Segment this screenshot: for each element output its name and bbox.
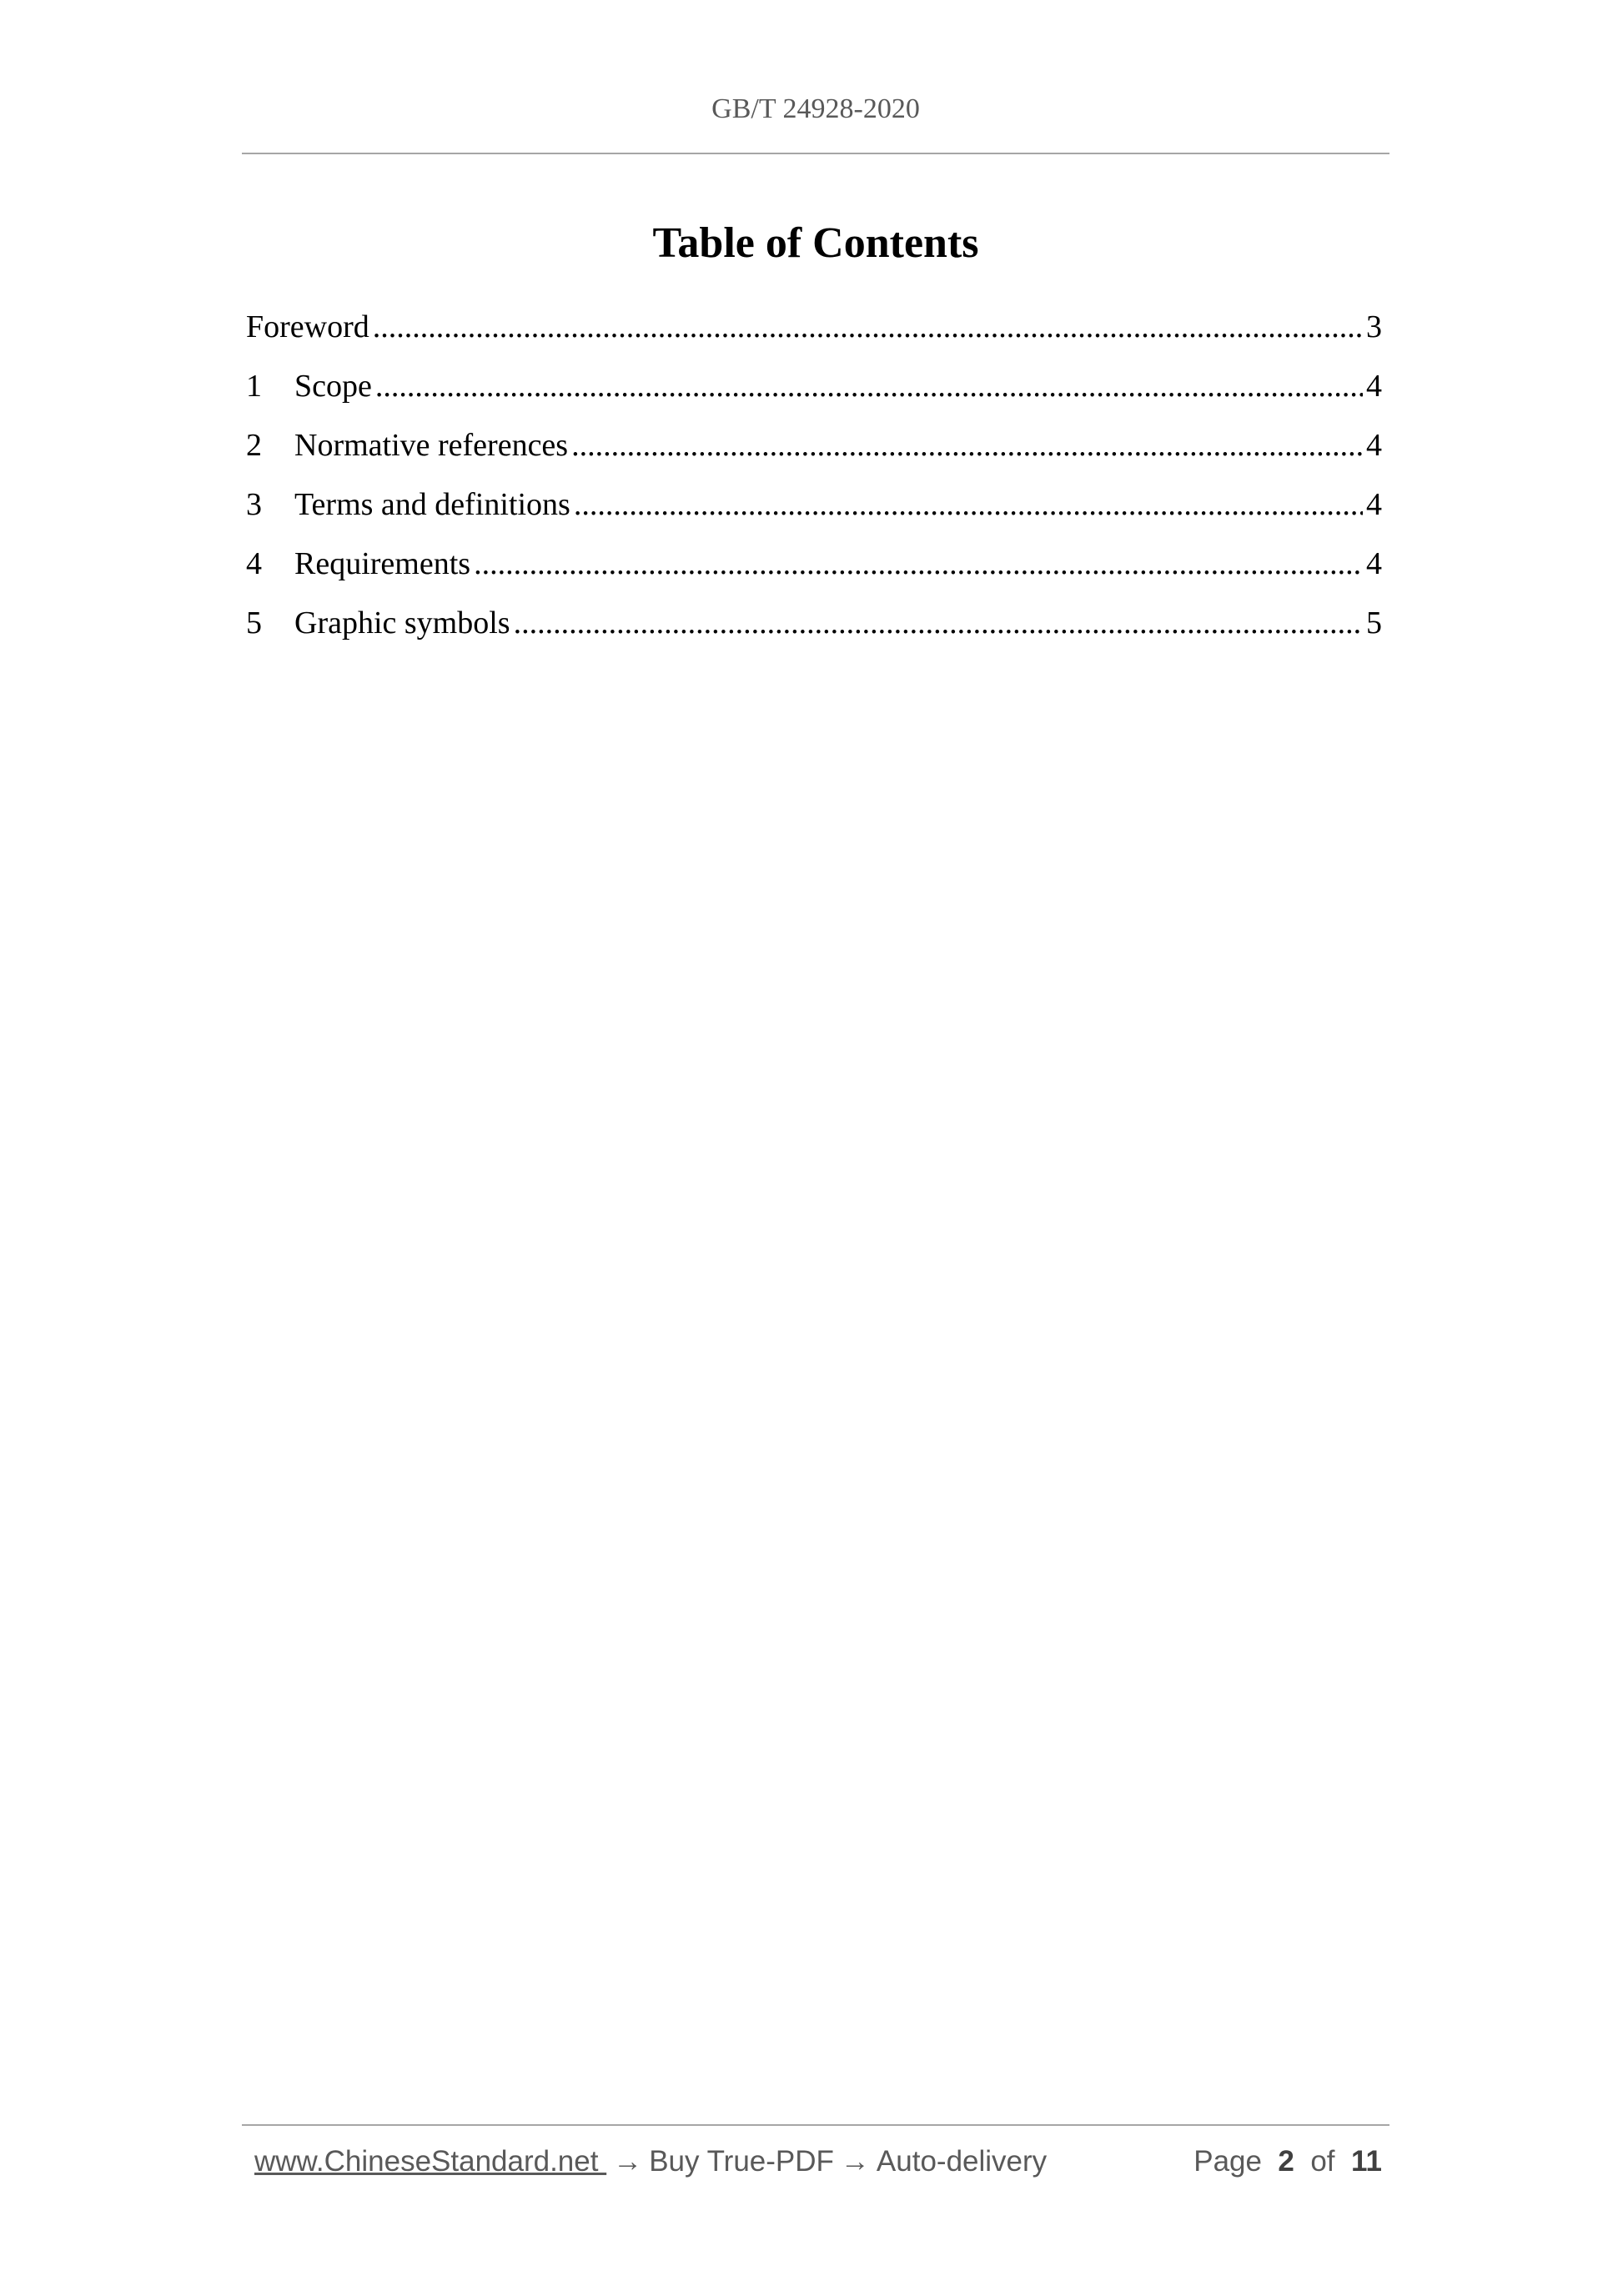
delivery-text: Auto-delivery [876,2145,1048,2178]
buy-text: Buy True-PDF [649,2145,834,2178]
toc-entry-label: Requirements [294,546,471,581]
toc-entry-foreword[interactable] [246,305,1382,364]
toc-entry-requirements[interactable] [246,542,1382,601]
page-indicator [1193,2145,1382,2178]
page-footer [254,2145,1382,2178]
toc-entry-page: 4 [1366,487,1382,522]
toc-entry-page: 3 [1366,309,1382,344]
toc-entry-number: 4 [246,546,262,581]
dot-leader [514,601,1363,645]
toc-entry-number: 2 [246,428,262,463]
running-header: GB/T 24928-2020 [711,93,920,124]
dot-leader [373,305,1363,349]
toc-entry-label: Terms and definitions [294,487,570,522]
toc-entry-label: Foreword [246,309,369,344]
toc-entry-normative-references[interactable] [246,424,1382,483]
footer-rule [242,2124,1389,2126]
toc-entry-page: 4 [1366,546,1382,581]
toc-entry-page: 4 [1366,428,1382,463]
dot-leader [375,364,1363,408]
toc-entry-number: 1 [246,369,262,404]
page-word: Page [1193,2145,1262,2178]
page-current: 2 [1278,2145,1294,2178]
toc-entry-label: Graphic symbols [294,605,510,641]
arrow-right-icon: → [840,2145,870,2178]
toc-entry-terms-and-definitions[interactable] [246,483,1382,542]
footer-promo [254,2145,1047,2178]
dot-leader [574,483,1363,526]
toc-entry-page: 4 [1366,369,1382,404]
table-of-contents [246,305,1382,661]
toc-entry-page: 5 [1366,605,1382,641]
toc-title: Table of Contents [652,219,979,267]
arrow-right-icon: → [613,2145,643,2178]
header-rule [242,153,1389,154]
site-link[interactable]: www.ChineseStandard.net [254,2145,607,2178]
dot-leader [474,542,1363,585]
toc-entry-label: Scope [294,369,372,404]
toc-entry-number: 5 [246,605,262,641]
page-total: 11 [1351,2145,1382,2178]
toc-entry-label: Normative references [294,428,569,463]
toc-entry-scope[interactable] [246,364,1382,424]
toc-entry-number: 3 [246,487,262,522]
of-word: of [1310,2145,1335,2178]
toc-entry-graphic-symbols[interactable] [246,601,1382,661]
dot-leader [571,424,1363,467]
